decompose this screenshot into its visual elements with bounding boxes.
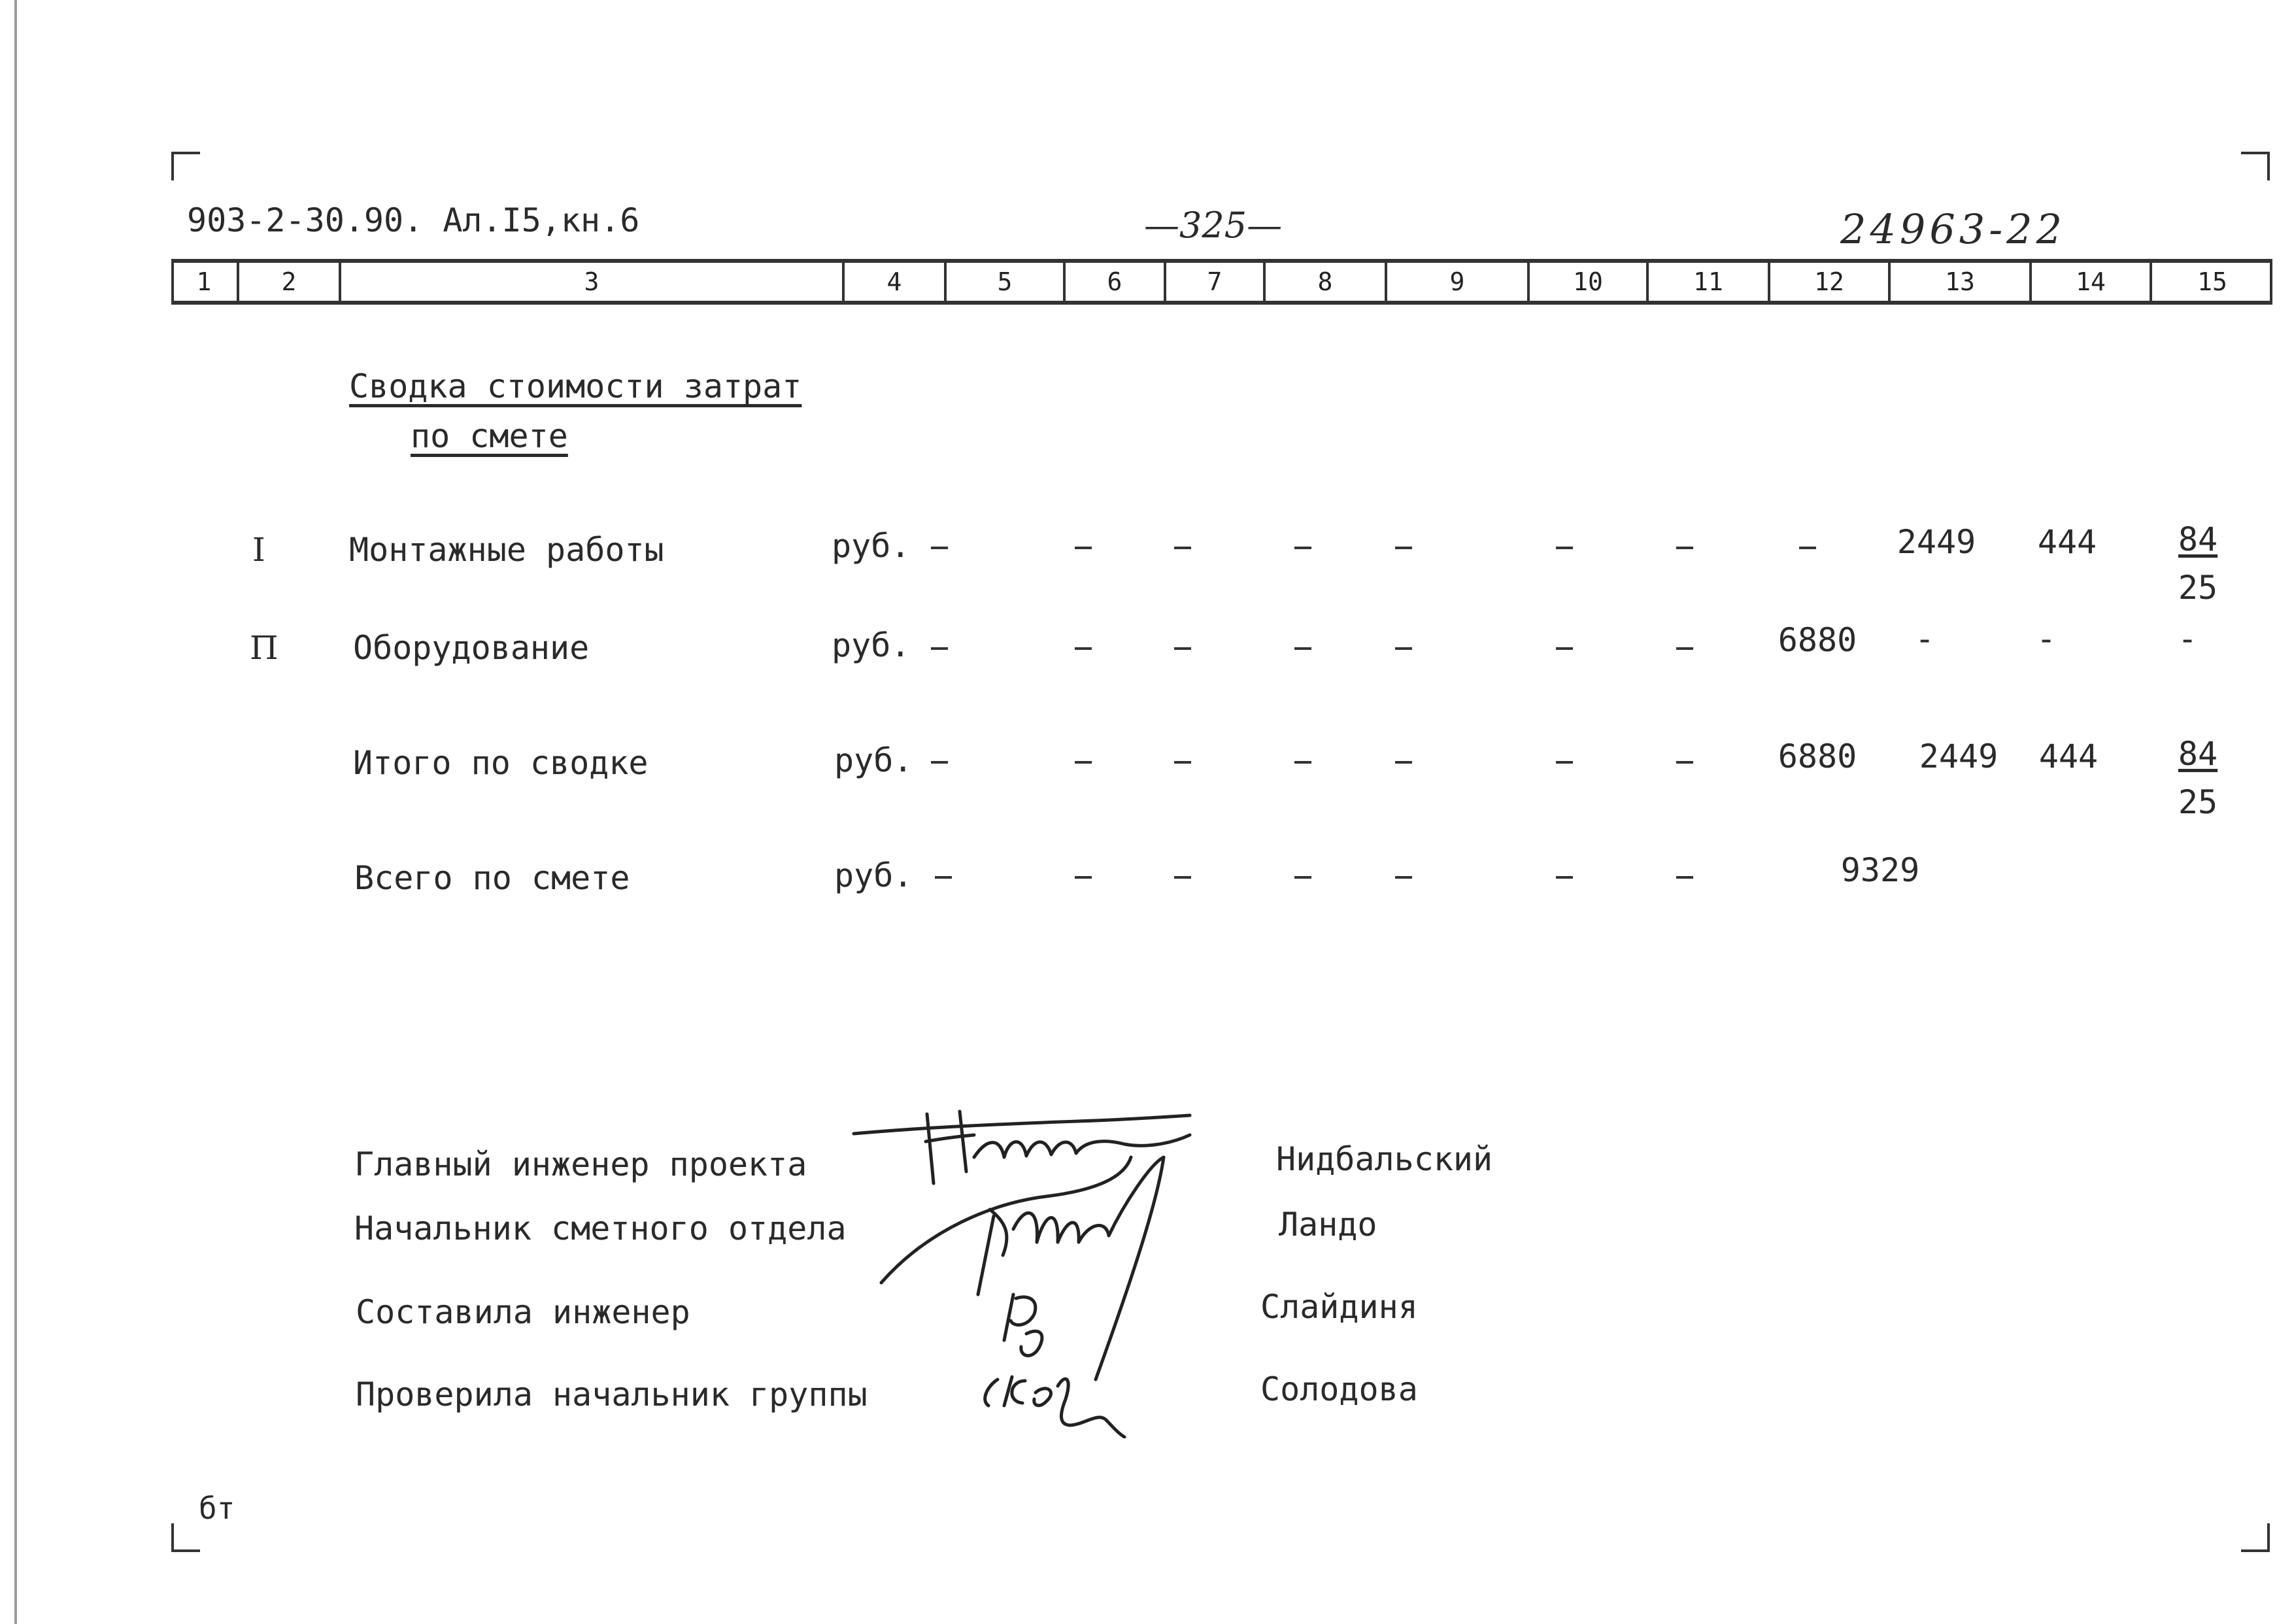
empty-cell-dash [1075,876,1092,879]
column-number: 7 [1164,259,1263,305]
signatory-role: Начальник сметного отдела [354,1210,847,1247]
corner-mark-top-right [2241,152,2270,180]
empty-cell-dash [1676,547,1693,549]
signatory-name: Ландо [1279,1206,1377,1243]
empty-cell-dash [1294,761,1311,764]
row-label: Оборудование [353,629,590,667]
empty-cell-dash [1799,547,1816,549]
signatory-role: Проверила начальник группы [356,1376,868,1413]
cell-col12: 6880 [1778,621,1857,659]
cell-col13: - [1914,620,1935,658]
empty-cell-dash [1075,547,1092,549]
empty-cell-dash [1294,547,1311,549]
empty-cell-dash [1075,761,1092,764]
cell-col13: 2449 [1897,523,1976,561]
empty-cell-dash [1556,547,1573,549]
empty-cell-dash [1676,647,1693,650]
footer-mark: бт [199,1491,235,1526]
signatory-name: Слайдиня [1260,1288,1418,1326]
cell-col14: - [2036,620,2057,658]
column-number: 6 [1063,259,1164,305]
empty-cell-dash [1294,647,1311,650]
document-code: 903-2-30.90. Ал.I5,кн.6 [187,201,640,239]
summary-title-line1: Сводка стоимости затрат [349,367,802,405]
empty-cell-dash [1395,547,1412,549]
grand-total: 9329 [1840,851,1920,889]
cell-col15-numerator: 84 [2178,735,2218,773]
empty-cell-dash [1174,647,1191,650]
document-number: 24963-22 [1840,205,2066,253]
row-unit: руб. [832,626,911,664]
empty-cell-dash [931,761,948,764]
corner-mark-top-left [171,152,200,180]
column-number: 12 [1768,259,1888,305]
empty-cell-dash [1174,876,1191,879]
corner-mark-bottom-right [2241,1523,2270,1552]
row-unit: руб. [834,856,913,894]
empty-cell-dash [1294,876,1311,879]
row-number: П [250,629,278,667]
empty-cell-dash [1556,761,1573,764]
column-number: 5 [944,259,1063,305]
empty-cell-dash [1395,876,1412,879]
column-number: 3 [339,259,842,305]
column-number: 1 [196,267,212,296]
cell-col15: - [2177,620,2198,658]
empty-cell-dash [1075,647,1092,650]
cell-col13: 2449 [1919,737,1999,775]
column-number: 9 [1385,259,1527,305]
empty-cell-dash [1556,647,1573,650]
empty-cell-dash [935,876,952,879]
empty-cell-dash [1395,647,1412,650]
empty-cell-dash [1676,761,1693,764]
empty-cell-dash [1676,876,1693,879]
column-number: 13 [1888,259,2029,305]
empty-cell-dash [931,547,948,549]
column-number: 8 [1263,259,1385,305]
empty-cell-dash [1174,547,1191,549]
cell-col14: 444 [2038,737,2099,775]
column-number: 4 [842,259,944,305]
column-number: 11 [1646,259,1768,305]
row-label: Итого по сводке [353,744,649,782]
binding-edge [14,0,17,1624]
signatory-role: Составила инженер [356,1293,690,1331]
column-number: 10 [1527,259,1646,305]
column-number: 15 [2150,259,2272,305]
empty-cell-dash [1556,876,1573,879]
empty-cell-dash [1395,761,1412,764]
cell-col15-numerator: 84 [2178,520,2218,558]
row-unit: руб. [834,741,913,779]
row-number: I [252,531,265,569]
handwritten-signatures [850,1098,1268,1438]
row-label: Всего по смете [354,859,630,897]
column-number: 2 [237,259,339,305]
empty-cell-dash [1174,761,1191,764]
cell-col15-denominator: 25 [2178,569,2218,607]
corner-mark-bottom-left [171,1523,200,1552]
cell-col12: 6880 [1778,737,1857,775]
cell-col15-denominator: 25 [2178,783,2218,821]
summary-title-line2: по смете [411,417,568,455]
signatory-role: Главный инженер проекта [354,1145,807,1183]
page-number: —325— [1144,205,1283,246]
empty-cell-dash [931,647,948,650]
signatory-name: Нидбальский [1276,1140,1493,1178]
row-unit: руб. [832,527,911,565]
column-number: 14 [2029,259,2150,305]
cell-col14: 444 [2037,523,2097,561]
signatory-name: Солодова [1260,1370,1418,1408]
row-label: Монтажные работы [349,531,664,569]
